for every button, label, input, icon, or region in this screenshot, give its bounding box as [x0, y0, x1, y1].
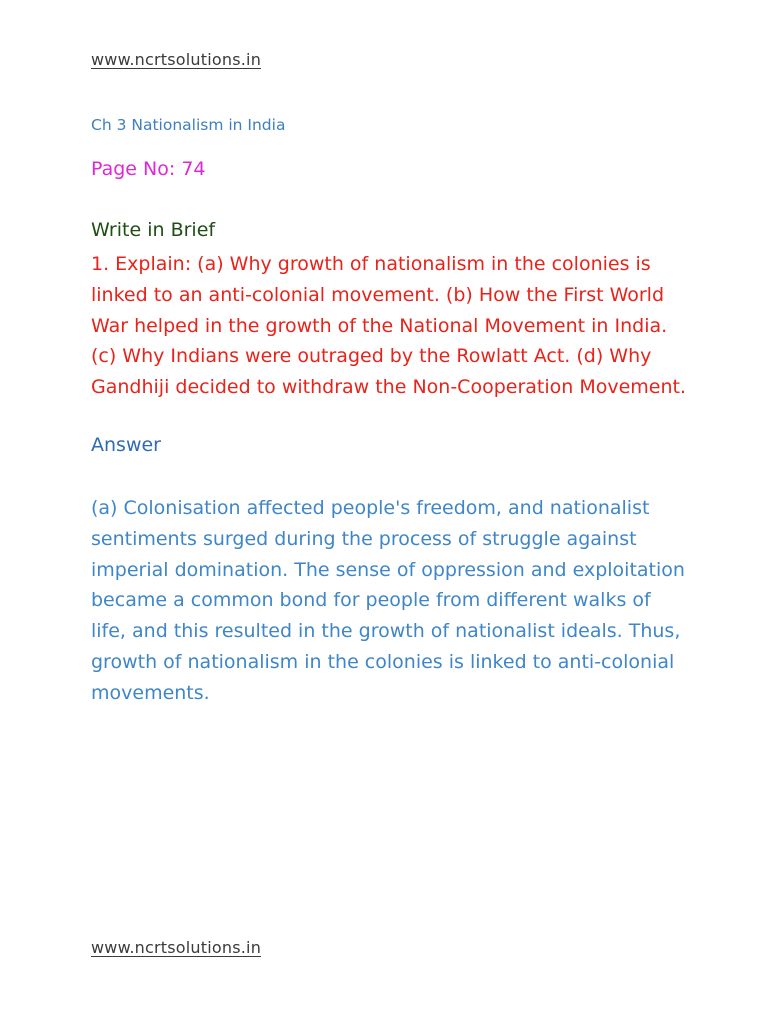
- section-title: Write in Brief: [91, 219, 216, 241]
- chapter-title: Ch 3 Nationalism in India: [91, 116, 286, 134]
- question-text: 1. Explain: (a) Why growth of nationalism in the colonies is linked to an anti-colonial movement. (b) How the First World War helped in the growth of the National Movement in India. (c) Why Indians were outraged by the Rowlatt Act. (d) Why Gandhiji decided to withdraw the Non-Cooperation Movement.: [91, 253, 687, 399]
- header-website-link[interactable]: www.ncrtsolutions.in: [91, 50, 262, 69]
- footer-website-link[interactable]: www.ncrtsolutions.in: [91, 938, 262, 957]
- answer-text: (a) Colonisation affected people's freedom, and nationalist sentiments surged during the process of struggle against imperial domination. The sense of oppression and exploitation became a common bond for people from different walks of life, and this resulted in the growth of nationalist ideals. Thus, growth of nationalism in the colonies is linked to anti-colonial movements.: [91, 497, 685, 704]
- page-number: Page No: 74: [91, 158, 206, 180]
- answer-heading: Answer: [91, 434, 161, 456]
